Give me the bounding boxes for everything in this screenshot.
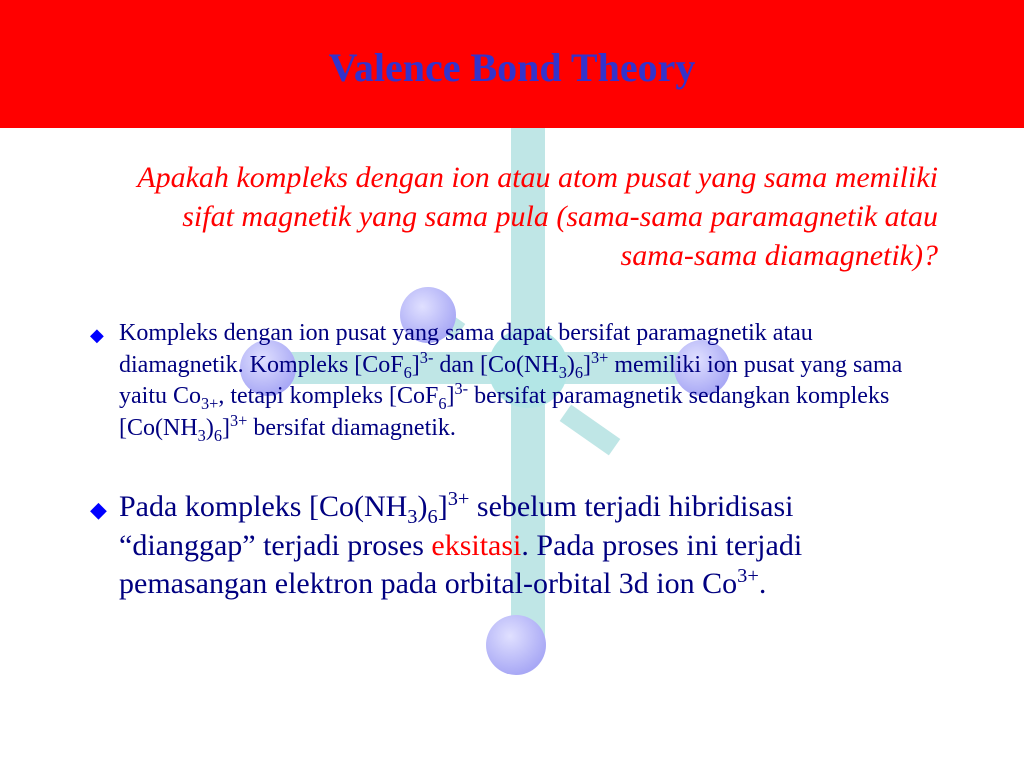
slide-title: Valence Bond Theory bbox=[328, 45, 696, 90]
ligand-atom-bottom bbox=[486, 615, 546, 675]
diamond-bullet-icon: ◆ bbox=[90, 497, 107, 522]
highlight-eksitasi: eksitasi bbox=[431, 528, 522, 562]
bullet-1-text: Kompleks dengan ion pusat yang sama dapat bersifat paramagnetik atau diamagnetik. Kompleks $[CoF_6]^{3-}$ dan $[Co(NH_3)_6]^{3+}$ memiliki ion pusat yang sama yaitu $Co_{3+}$, tetapi kompleks $[CoF_6]^{3-}$ bersifat paramagnetik sedangkan kompleks $[Co(NH_3)_6]^{3+}$ bersifat diamagnetik. bbox=[119, 320, 903, 445]
bullet-point-1 bbox=[90, 318, 930, 444]
diamond-bullet-icon: ◆ bbox=[90, 325, 104, 345]
question-text: Apakah kompleks dengan ion atau atom pusat yang sama memiliki sifat magnetik yang sama pula (sama-sama paramagnetik atau sama-sama diamagnetik)? bbox=[137, 161, 938, 272]
bullet-2-text: Pada kompleks $[Co(NH_3)_6]^{3+}$ sebelum terjadi hibridisasi “dianggap” terjadi proses eksitasi. Pada proses ini terjadi pemasangan elektron pada orbital-orbital 3d ion $Co^{3+}$. bbox=[119, 488, 803, 600]
bullet-point-2 bbox=[90, 488, 930, 604]
